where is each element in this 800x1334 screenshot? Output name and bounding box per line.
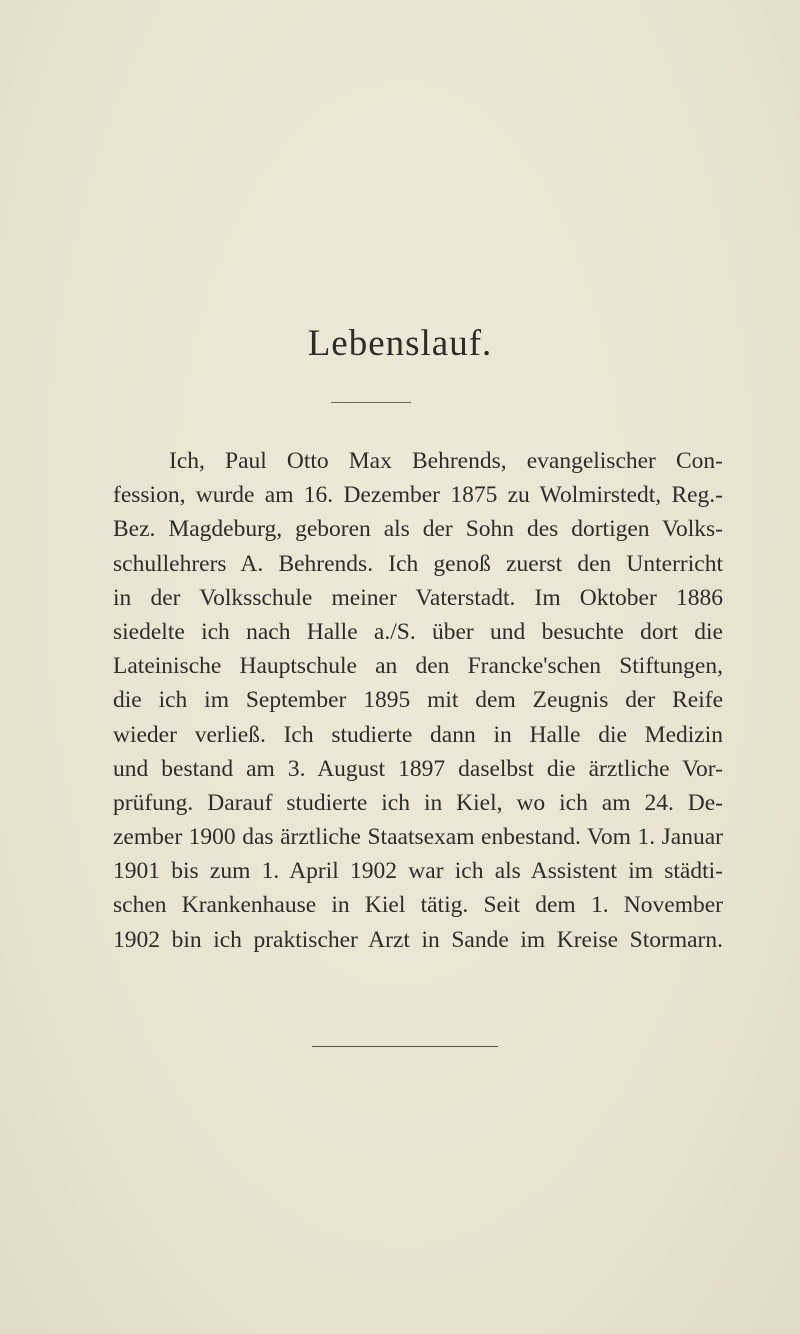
end-divider	[312, 1046, 498, 1047]
text-line: die ich im September 1895 mit dem Zeugnis der Reife	[113, 687, 723, 714]
text-line: schen Krankenhause in Kiel tätig. Seit dem 1. November	[113, 892, 723, 919]
biography-paragraph	[113, 444, 723, 957]
text-line: wieder verließ. Ich studierte dann in Halle die Medizin	[113, 721, 723, 748]
text-line: fession, wurde am 16. Dezember 1875 zu Wolmirstedt, Reg.-	[113, 482, 723, 509]
text-line: Bez. Magdeburg, geboren als der Sohn des dortigen Volks-	[113, 516, 723, 543]
text-line: und bestand am 3. August 1897 daselbst die ärztliche Vor-	[113, 755, 723, 782]
text-line: prüfung. Darauf studierte ich in Kiel, wo ich am 24. De-	[113, 789, 723, 816]
text-line: Lateinische Hauptschule an den Francke'schen Stiftungen,	[113, 653, 723, 680]
text-line: zember 1900 das ärztliche Staatsexam enbestand. Vom 1. Januar	[113, 824, 723, 851]
title-divider	[331, 402, 411, 403]
text-line: siedelte ich nach Halle a./S. über und besuchte dort die	[113, 618, 723, 645]
text-line: Ich, Paul Otto Max Behrends, evangelischer Con-	[169, 448, 723, 474]
text-line: 1902 bin ich praktischer Arzt in Sande im Kreise Stormarn.	[113, 926, 723, 953]
text-line: schullehrers A. Behrends. Ich genoß zuerst den Unterricht	[113, 550, 723, 577]
text-line: in der Volksschule meiner Vaterstadt. Im Oktober 1886	[113, 584, 723, 611]
text-line: 1901 bis zum 1. April 1902 war ich als Assistent im städti-	[113, 858, 723, 885]
page-title: Lebenslauf.	[307, 323, 493, 364]
